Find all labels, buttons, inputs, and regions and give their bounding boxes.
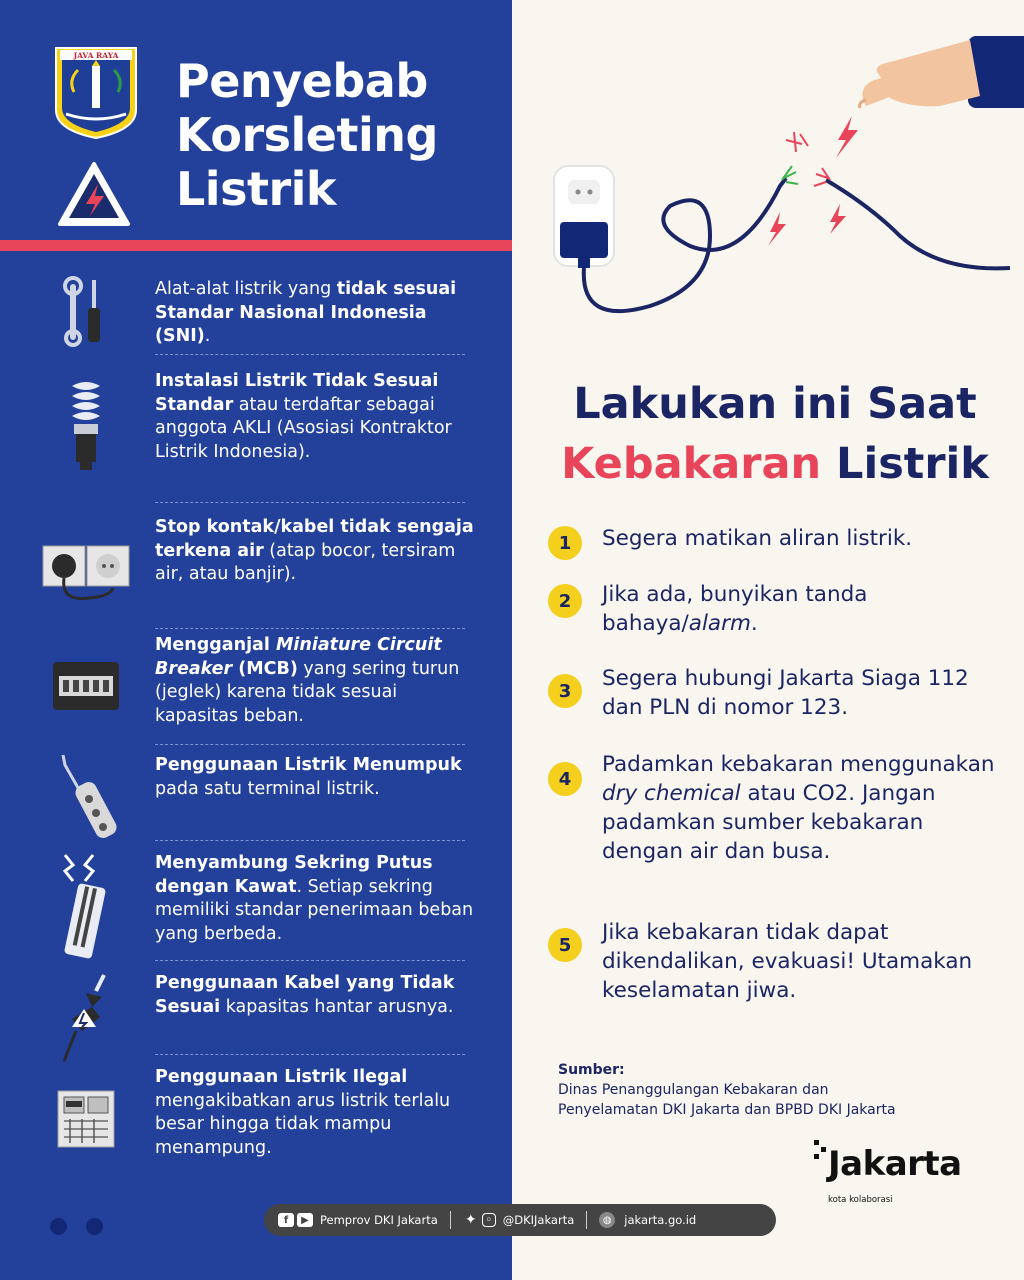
footer-facebook-label: Pemprov DKI Jakarta bbox=[320, 1213, 438, 1227]
title-line-1: Penyebab bbox=[176, 54, 428, 108]
cause-2-text: Instalasi Listrik Tidak Sesuai Standar atau terdaftar sebagai anggota AKLI (Asosiasi Kontraktor Listrik Indonesia). bbox=[155, 371, 452, 462]
step-number: 1 bbox=[548, 526, 582, 560]
step-text: Jika kebakaran tidak dapat dikendalikan, evakuasi! Utamakan keselamatan jiwa. bbox=[602, 920, 973, 1003]
broken-cable-illustration-icon bbox=[540, 36, 1020, 336]
footer-website[interactable] bbox=[599, 1204, 696, 1236]
logo-tagline: kota kolaborasi bbox=[828, 1195, 893, 1205]
cause-4-text: Mengganjal Miniature Circuit Breaker (MCB) yang sering turun (jeglek) karena tidak sesuai kapasitas beban. bbox=[155, 635, 460, 726]
divider bbox=[155, 1054, 465, 1055]
step-text: Segera hubungi Jakarta Siaga 112 dan PLN di nomor 123. bbox=[602, 666, 969, 720]
source-line-2: Penyelamatan DKI Jakarta dan BPBD DKI Jakarta bbox=[558, 1102, 896, 1118]
logo-pixel bbox=[821, 1147, 826, 1152]
instagram-icon: ◦ bbox=[482, 1213, 496, 1227]
headline-line-1: Lakukan ini Saat bbox=[573, 379, 977, 429]
title-line-2: Korsleting bbox=[176, 108, 438, 162]
step-number: 2 bbox=[548, 584, 582, 618]
footer-website-label: jakarta.go.id bbox=[624, 1213, 697, 1227]
mcb-icon bbox=[40, 646, 132, 726]
cause-1-text: Alat-alat listrik yang tidak sesuai Standar Nasional Indonesia (SNI). bbox=[155, 279, 457, 346]
social-footer bbox=[264, 1204, 776, 1236]
source-line-1: Dinas Penanggulangan Kebakaran dan bbox=[558, 1082, 829, 1098]
meter-icon bbox=[40, 1086, 132, 1152]
emblem-text: JAVA RAYA bbox=[73, 51, 119, 60]
source-label: Sumber: bbox=[558, 1062, 625, 1078]
cause-7-text: Penggunaan Kabel yang Tidak Sesuai kapasitas hantar arusnya. bbox=[155, 973, 455, 1017]
twitter-icon: ✦ bbox=[464, 1212, 477, 1228]
source-note bbox=[558, 1060, 998, 1120]
cause-6-text: Menyambung Sekring Putus dengan Kawat. Setiap sekring memiliki standar penerimaan beban yang berbeda. bbox=[155, 853, 474, 944]
headline bbox=[540, 374, 1010, 494]
logo-pixel bbox=[814, 1140, 819, 1145]
footer-separator bbox=[450, 1211, 451, 1229]
globe-icon: ◍ bbox=[599, 1212, 615, 1228]
facebook-icon: f bbox=[278, 1213, 294, 1227]
step-number: 4 bbox=[548, 762, 582, 796]
divider bbox=[155, 960, 465, 961]
divider bbox=[155, 628, 465, 629]
logo-pixel bbox=[814, 1154, 819, 1159]
footer-facebook-youtube[interactable] bbox=[264, 1204, 438, 1236]
tools-icon bbox=[40, 274, 132, 350]
step-number: 5 bbox=[548, 928, 582, 962]
electric-warning-icon bbox=[56, 160, 132, 228]
jakarta-logo bbox=[812, 1138, 992, 1208]
youtube-icon: ▶ bbox=[297, 1213, 313, 1227]
cause-8-text: Penggunaan Listrik Ilegal mengakibatkan arus listrik terlalu besar hingga tidak mampu menampung. bbox=[155, 1067, 451, 1158]
footer-twitter-instagram[interactable] bbox=[463, 1204, 575, 1236]
title-divider-bar bbox=[0, 240, 512, 251]
step-number: 3 bbox=[548, 674, 582, 708]
page-title bbox=[176, 54, 496, 216]
logo-wordmark: Jakarta bbox=[828, 1144, 962, 1184]
title-line-3: Listrik bbox=[176, 162, 336, 216]
socket-icon bbox=[40, 532, 132, 612]
divider bbox=[155, 354, 465, 355]
divider bbox=[155, 840, 465, 841]
footer-separator bbox=[586, 1211, 587, 1229]
headline-line-2: Kebakaran Listrik bbox=[561, 439, 989, 489]
dki-jakarta-emblem-icon bbox=[52, 44, 140, 140]
plug-cable-icon bbox=[40, 970, 132, 1066]
bulb-icon bbox=[40, 376, 132, 476]
step-text: Jika ada, bunyikan tanda bahaya/alarm. bbox=[602, 582, 868, 636]
page-dot bbox=[50, 1218, 67, 1235]
footer-twitter-label: @DKIJakarta bbox=[502, 1213, 575, 1227]
divider bbox=[155, 744, 465, 745]
step-text: Segera matikan aliran listrik. bbox=[602, 526, 913, 551]
power-strip-icon bbox=[40, 752, 132, 844]
cause-3-text: Stop kontak/kabel tidak sengaja terkena air (atap bocor, tersiram air, atau banjir). bbox=[155, 517, 474, 584]
divider bbox=[155, 502, 465, 503]
cause-5-text: Penggunaan Listrik Menumpuk pada satu terminal listrik. bbox=[155, 755, 462, 799]
page-dot bbox=[86, 1218, 103, 1235]
step-text: Padamkan kebakaran menggunakan dry chemical atau CO2. Jangan padamkan sumber kebakaran dengan air dan busa. bbox=[602, 752, 995, 864]
fuse-icon bbox=[40, 850, 132, 962]
